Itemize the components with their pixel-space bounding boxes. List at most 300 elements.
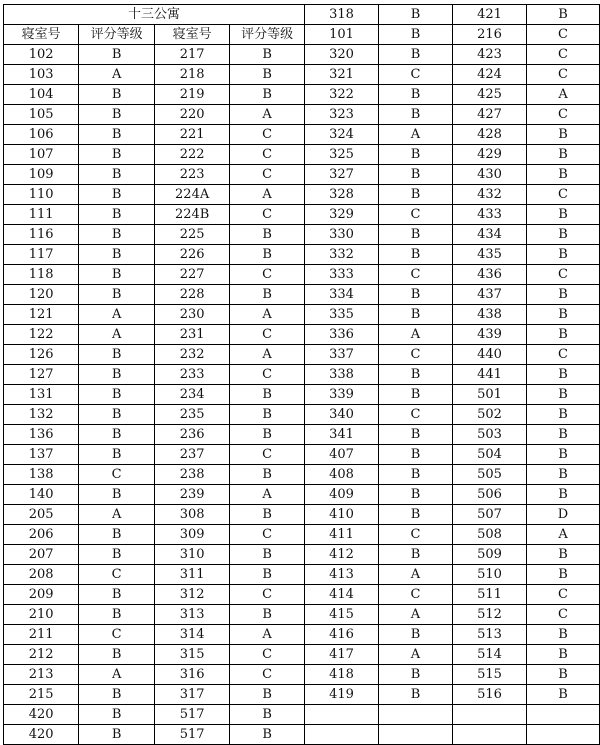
table-cell: B [79,485,155,505]
table-cell: C [527,345,600,365]
table-row [4,65,600,85]
table-cell: 506 [452,485,526,505]
table-row [4,685,600,705]
table-cell: B [379,545,453,565]
table-cell: B [79,165,155,185]
table-cell: 222 [154,145,229,165]
table-cell: B [230,65,305,85]
table-cell: A [379,125,453,145]
table-row [4,625,600,645]
table-cell: 411 [304,525,378,545]
table-cell: B [79,265,155,285]
table-cell: 116 [4,225,79,245]
table-cell: 237 [154,445,229,465]
table-cell: C [527,65,600,85]
table-cell: B [79,445,155,465]
table-cell: B [230,465,305,485]
table-cell: A [230,625,305,645]
table-cell: C [79,625,155,645]
table-cell: 334 [304,285,378,305]
table-cell: 332 [304,245,378,265]
table-cell: 323 [304,105,378,125]
table-row [4,105,600,125]
table-cell: 338 [304,365,378,385]
table-cell: C [379,525,453,545]
table-cell: 315 [154,645,229,665]
table-cell: A [379,645,453,665]
table-cell: 239 [154,485,229,505]
table-cell: 224B [154,205,229,225]
table-cell: 106 [4,125,79,145]
table-row [4,45,600,65]
table-cell: 105 [4,105,79,125]
table-cell: 118 [4,265,79,285]
table-row [4,725,600,745]
table-cell: B [230,245,305,265]
table-cell: 320 [304,45,378,65]
table-cell: B [527,465,600,485]
table-cell: B [379,665,453,685]
table-cell: A [527,85,600,105]
table-cell: 213 [4,665,79,685]
table-cell: C [230,145,305,165]
table-cell: 424 [452,65,526,85]
table-cell: 215 [4,685,79,705]
table-cell: 428 [452,125,526,145]
table-cell: 223 [154,165,229,185]
table-cell: 420 [4,705,79,725]
table-cell: 502 [452,405,526,425]
table-cell: C [379,65,453,85]
table-cell [527,725,600,745]
table-cell: B [79,405,155,425]
table-cell: B [379,105,453,125]
table-cell: B [230,725,305,745]
table-cell: 329 [304,205,378,225]
table-cell: 212 [4,645,79,665]
table-cell: C [527,585,600,605]
table-cell: B [527,225,600,245]
table-cell: 501 [452,385,526,405]
table-row [4,485,600,505]
dorm-rating-table [3,4,600,745]
table-cell: A [379,565,453,585]
table-row [4,165,600,185]
table-cell: C [79,565,155,585]
table-cell: C [230,265,305,285]
table-cell: 429 [452,145,526,165]
table-cell: 311 [154,565,229,585]
table-cell: C [527,25,600,45]
table-cell: B [79,105,155,125]
table-cell: B [230,45,305,65]
table-cell: 417 [304,645,378,665]
table-cell: 514 [452,645,526,665]
table-row [4,425,600,445]
table-cell: B [379,25,453,45]
table-cell: A [79,305,155,325]
table-cell: 230 [154,305,229,325]
table-cell: A [230,305,305,325]
table-cell: C [230,445,305,465]
table-cell: 136 [4,425,79,445]
table-cell: 505 [452,465,526,485]
table-cell: B [379,165,453,185]
table-cell: C [379,205,453,225]
table-row [4,25,600,45]
table-cell: C [527,265,600,285]
table-cell: 439 [452,325,526,345]
table-cell: B [79,385,155,405]
table-cell: C [230,165,305,185]
table-cell: B [79,45,155,65]
table-cell [304,725,378,745]
table-cell: A [527,525,600,545]
table-cell: B [527,645,600,665]
block-title: 十三公寓 [4,5,305,25]
table-cell: 509 [452,545,526,565]
table-cell: B [379,285,453,305]
table-cell: B [79,225,155,245]
table-cell: A [79,325,155,345]
table-cell: B [527,245,600,265]
table-cell: C [230,125,305,145]
table-cell: B [230,405,305,425]
table-cell: B [230,685,305,705]
table-cell: B [79,685,155,705]
table-cell: 416 [304,625,378,645]
table-cell: 321 [304,65,378,85]
table-cell: 109 [4,165,79,185]
column-header: 评分等级 [230,25,305,45]
table-cell: 435 [452,245,526,265]
table-cell: B [79,705,155,725]
table-cell: 226 [154,245,229,265]
table-cell: B [379,225,453,245]
table-cell: C [379,405,453,425]
table-row [4,705,600,725]
table-cell: B [379,485,453,505]
table-cell: 233 [154,365,229,385]
table-cell: 138 [4,465,79,485]
table-row [4,585,600,605]
table-cell: A [230,485,305,505]
table-row [4,505,600,525]
table-cell: A [79,665,155,685]
table-cell: C [230,205,305,225]
table-cell: 516 [452,685,526,705]
table-cell: 232 [154,345,229,365]
table-row [4,525,600,545]
table-cell: B [79,245,155,265]
table-cell: B [379,5,453,25]
table-cell: 436 [452,265,526,285]
table-cell: 515 [452,665,526,685]
table-cell: 407 [304,445,378,465]
table-cell: 510 [452,565,526,585]
table-cell: B [379,385,453,405]
table-cell: 234 [154,385,229,405]
table-cell: 410 [304,505,378,525]
table-cell: A [79,65,155,85]
table-cell [452,705,526,725]
table-cell: B [79,545,155,565]
table-cell: 337 [304,345,378,365]
table-cell: 427 [452,105,526,125]
table-cell: C [230,665,305,685]
table-row [4,645,600,665]
table-cell: 324 [304,125,378,145]
table-cell: B [230,545,305,565]
table-cell: 224A [154,185,229,205]
table-cell: 507 [452,505,526,525]
table-cell: 413 [304,565,378,585]
table-row [4,225,600,245]
table-row [4,605,600,625]
table-cell: 333 [304,265,378,285]
table-cell: 408 [304,465,378,485]
table-cell: A [230,185,305,205]
table-cell: C [379,585,453,605]
table-cell: B [79,525,155,545]
table-cell: 127 [4,365,79,385]
table-cell: 102 [4,45,79,65]
table-cell: 231 [154,325,229,345]
table-row [4,365,600,385]
table-cell: 423 [452,45,526,65]
table-row [4,285,600,305]
table-cell: 107 [4,145,79,165]
table-cell: 219 [154,85,229,105]
table-cell: 438 [452,305,526,325]
table-cell: B [230,225,305,245]
table-row [4,185,600,205]
table-cell: 131 [4,385,79,405]
table-cell: 341 [304,425,378,445]
table-cell: B [79,345,155,365]
table-cell: 513 [452,625,526,645]
table-cell: 339 [304,385,378,405]
table-cell: B [379,305,453,325]
table-row [4,145,600,165]
table-cell: 412 [304,545,378,565]
table-cell: A [379,605,453,625]
table-cell: C [230,525,305,545]
table-cell: 121 [4,305,79,325]
table-cell: 210 [4,605,79,625]
table-cell: B [527,385,600,405]
table-row [4,405,600,425]
table-cell: 415 [304,605,378,625]
table-row [4,325,600,345]
table-cell: 317 [154,685,229,705]
table-cell: 225 [154,225,229,245]
table-cell: 322 [304,85,378,105]
table-cell: 512 [452,605,526,625]
table-cell: 517 [154,705,229,725]
table-cell: B [527,165,600,185]
table-cell: D [527,505,600,525]
table-cell: 434 [452,225,526,245]
table-cell: B [379,145,453,165]
table-cell: C [230,585,305,605]
table-cell: 430 [452,165,526,185]
table-cell: 441 [452,365,526,385]
table-cell: B [79,185,155,205]
table-row [4,465,600,485]
table-cell: 221 [154,125,229,145]
table-cell: B [527,145,600,165]
table-cell: B [79,285,155,305]
table-cell: 325 [304,145,378,165]
table-cell: 122 [4,325,79,345]
table-cell: 220 [154,105,229,125]
table-cell: 318 [304,5,378,25]
table-row [4,265,600,285]
table-cell: B [527,125,600,145]
table-cell: 126 [4,345,79,365]
table-cell: 211 [4,625,79,645]
table-cell: 504 [452,445,526,465]
column-header: 寝室号 [4,25,79,45]
table-cell: B [379,45,453,65]
table-cell: 207 [4,545,79,565]
table-cell: B [527,205,600,225]
table-cell: B [79,205,155,225]
table-cell: 418 [304,665,378,685]
table-cell: B [527,565,600,585]
table-cell: 309 [154,525,229,545]
table-cell: 117 [4,245,79,265]
table-row [4,5,600,25]
table-cell: B [527,545,600,565]
table-cell: B [379,505,453,525]
table-cell [379,725,453,745]
table-cell: C [527,105,600,125]
table-cell: B [230,425,305,445]
table-cell: 330 [304,225,378,245]
table-cell: 414 [304,585,378,605]
table-cell: C [230,325,305,345]
table-cell: B [379,425,453,445]
table-cell: 327 [304,165,378,185]
table-cell: B [379,245,453,265]
table-cell: 425 [452,85,526,105]
table-cell: 205 [4,505,79,525]
table-cell: 437 [452,285,526,305]
table-cell: 132 [4,405,79,425]
table-cell: B [527,625,600,645]
table-cell: 409 [304,485,378,505]
table-cell: B [79,645,155,665]
table-cell: B [379,185,453,205]
table-cell: 335 [304,305,378,325]
table-cell [379,705,453,725]
table-cell: 101 [304,25,378,45]
table-cell: B [379,365,453,385]
table-cell: 314 [154,625,229,645]
table-cell: B [230,605,305,625]
table-cell: B [527,405,600,425]
table-cell: C [230,645,305,665]
table-cell: C [527,45,600,65]
table-cell: 206 [4,525,79,545]
table-cell: A [230,105,305,125]
table-cell [304,705,378,725]
table-cell: 316 [154,665,229,685]
table-cell: C [527,185,600,205]
table-cell: 440 [452,345,526,365]
table-row [4,385,600,405]
table-cell: 218 [154,65,229,85]
table-cell: 111 [4,205,79,225]
table-cell: B [79,85,155,105]
table-row [4,205,600,225]
table-cell: 236 [154,425,229,445]
table-cell: 235 [154,405,229,425]
table-cell: A [230,345,305,365]
table-row [4,565,600,585]
table-cell: 312 [154,585,229,605]
column-header: 评分等级 [79,25,155,45]
table-cell [527,705,600,725]
table-cell: B [230,85,305,105]
table-row [4,545,600,565]
table-cell: B [379,85,453,105]
table-cell: B [379,445,453,465]
column-header: 寝室号 [154,25,229,45]
table-cell: B [79,365,155,385]
table-cell: 216 [452,25,526,45]
table-cell: B [379,465,453,485]
table-cell: 511 [452,585,526,605]
table-cell: 336 [304,325,378,345]
table-cell: B [527,445,600,465]
table-cell: 308 [154,505,229,525]
table-cell: B [527,485,600,505]
table-row [4,125,600,145]
table-cell: B [230,385,305,405]
table-cell [452,725,526,745]
table-cell: B [527,5,600,25]
table-row [4,665,600,685]
table-cell: 140 [4,485,79,505]
table-cell: 228 [154,285,229,305]
table-row [4,445,600,465]
table-cell: B [527,325,600,345]
table-cell: B [79,145,155,165]
table-cell: 340 [304,405,378,425]
table-cell: B [230,505,305,525]
table-cell: B [79,585,155,605]
table-cell: 310 [154,545,229,565]
table-cell: 110 [4,185,79,205]
table-cell: C [379,345,453,365]
table-cell: 217 [154,45,229,65]
table-cell: 313 [154,605,229,625]
table-cell: B [527,305,600,325]
table-cell: C [527,605,600,625]
table-cell: C [79,465,155,485]
table-cell: 120 [4,285,79,305]
table-cell: 503 [452,425,526,445]
table-cell: B [527,685,600,705]
table-cell: A [79,505,155,525]
table-cell: 432 [452,185,526,205]
table-cell: C [379,265,453,285]
table-cell: 103 [4,65,79,85]
table-cell: 208 [4,565,79,585]
